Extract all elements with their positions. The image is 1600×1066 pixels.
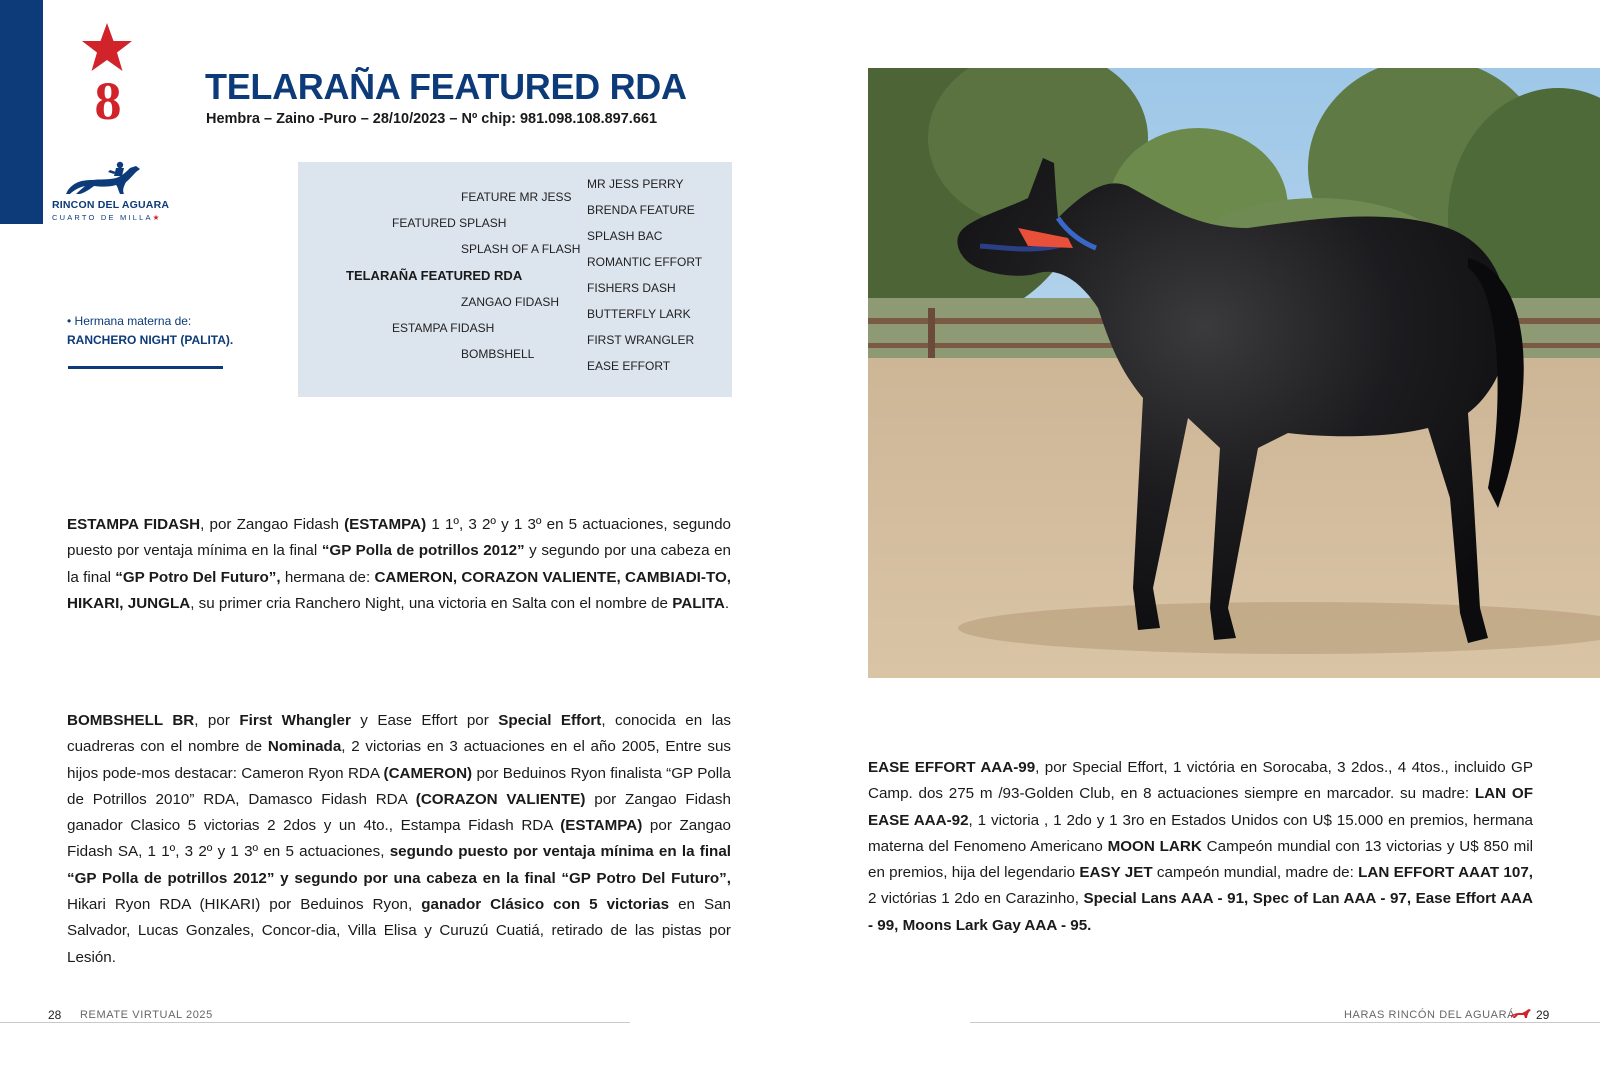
pedigree-dam: ESTAMPA FIDASH [392, 321, 495, 335]
sister-name: RANCHERO NIGHT (PALITA). [67, 333, 234, 347]
para2-text-run: ganador Clásico con 5 victorias [421, 896, 670, 914]
horse-rider-icon [64, 160, 152, 200]
para1-text-run: , por Zangao Fidash [200, 516, 345, 533]
third-dam-description-paragraph [868, 755, 1533, 939]
para1-text-run: ESTAMPA FIDASH [67, 516, 201, 533]
footer-right-text: HARAS RINCÓN DEL AGUARÁ [1344, 1009, 1516, 1021]
para2-text-run: por Zangao Fidash ganador Clasico 5 victorias 2 2dos y un 4to., Estampa Fidash RDA [67, 790, 731, 835]
page-number-right: 29 [1536, 1008, 1550, 1022]
footer-left-text: REMATE VIRTUAL 2025 [80, 1009, 213, 1021]
para2-text-run: Special Effort [498, 712, 602, 729]
para1-text-run: PALITA [672, 594, 725, 612]
pedigree-great-grandparent: ROMANTIC EFFORT [587, 255, 703, 269]
para2-text-run: segundo puesto por ventaja mínima en la final “GP Polla de potrillos 2012” y segundo por una cabeza en la final “GP Potro Del Futuro”, [67, 843, 732, 887]
horse-name-title: TELARAÑA FEATURED RDA [205, 66, 687, 107]
para3-text-run: MOON LARK [1107, 837, 1202, 855]
red-star-icon [80, 22, 134, 74]
pedigree-sire: FEATURED SPLASH [392, 216, 507, 230]
para1-text-run: hermana de: [280, 568, 375, 586]
para2-text-run: Hikari Ryon RDA (HIKARI) por Beduinos Ryon, [67, 896, 422, 914]
para3-text-run: , 1 victoria , 1 2do y 1 3ro en Estados Unidos con U$ 15.000 en premios, hermana materna del Fenomeno Americano [868, 811, 1533, 855]
para3-text-run: , por Special Effort, 1 victória en Sorocaba, 3 2dos., 4 4tos., incluido GP Camp. dos 275 m /93-Golden Club, en 8 actuaciones siempre en marcador. su madre: [868, 759, 1533, 803]
divider-rule [68, 366, 223, 369]
para2-text-run: (ESTAMPA) [560, 817, 643, 835]
footer-rule-left [0, 1022, 630, 1023]
blue-side-bar [0, 0, 43, 224]
para1-text-run: 1 1º, 3 2º y 1 3º en 5 actuaciones, segundo puesto por ventaja mínima en la final [67, 516, 732, 560]
para3-text-run: campeón mundial, madre de: [1152, 864, 1359, 882]
footer-rule-right [970, 1022, 1600, 1023]
pedigree-table [298, 162, 732, 397]
para1-text-run: , su primer cria Ranchero Night, una victoria en Salta con el nombre de [190, 594, 673, 612]
para3-text-run: 2 victórias 1 2do en Carazinho, [868, 890, 1084, 908]
ranch-logo [52, 158, 170, 226]
horse-icon [1510, 1008, 1532, 1020]
para2-text-run: , 2 victorias en 3 actuaciones en el año 2005, Entre sus hijos pode-mos destacar: Cameron Ryon RDA [67, 738, 731, 782]
para3-text-run: Special Lans AAA - 91, Spec of Lan AAA - 97, Ease Effort AAA - 99, Moons Lark Gay AAA - 95. [868, 890, 1533, 934]
para2-text-run: y Ease Effort por [350, 712, 499, 729]
para2-text-run: BOMBSHELL BR [67, 712, 195, 729]
pedigree-great-grandparent: FISHERS DASH [587, 281, 676, 295]
logo-name: RINCON DEL AGUARA [52, 199, 170, 211]
para1-text-run: “GP Potro Del Futuro”, [115, 568, 281, 586]
logo-subtitle: CUARTO DE MILLA★ [52, 213, 162, 222]
para1-text-run: y segundo por una cabeza en la final [67, 542, 732, 586]
para3-text-run: EASY JET [1079, 864, 1153, 882]
para3-text-run: LAN OF EASE AAA-92 [868, 785, 1533, 829]
pedigree-great-grandparent: BUTTERFLY LARK [587, 307, 691, 321]
pedigree-dam-dam: BOMBSHELL [461, 347, 535, 361]
dam-description-paragraph [67, 512, 731, 617]
pedigree-subject: TELARAÑA FEATURED RDA [346, 268, 523, 283]
pedigree-great-grandparent: BRENDA FEATURE [587, 203, 695, 217]
para2-text-run: , conocida en las cuadreras con el nombre de [67, 712, 731, 756]
para2-text-run: en San Salvador, Lucas Gonzales, Concor-dia, Villa Elisa y Curuzú Cuatiá, retirado de las pistas por Lesión. [67, 896, 731, 966]
pedigree-sire-sire: FEATURE MR JESS [461, 190, 572, 204]
para3-text-run: Campeón mundial con 13 victorias y U$ 850 mil en premios, hija del legendario [868, 837, 1533, 882]
pedigree-great-grandparent: FIRST WRANGLER [587, 333, 695, 347]
pedigree-great-grandparent: MR JESS PERRY [587, 177, 684, 191]
para3-text-run: EASE EFFORT AAA-99 [868, 759, 1036, 776]
page-number-left: 28 [48, 1008, 62, 1022]
para1-text-run: (ESTAMPA) [344, 516, 427, 533]
sister-label: • Hermana materna de: [67, 314, 192, 328]
para2-text-run: (CORAZON VALIENTE) [415, 790, 586, 808]
para2-text-run: , por [194, 712, 240, 729]
pedigree-sire-dam: SPLASH OF A FLASH [461, 242, 581, 256]
second-dam-description-paragraph [67, 708, 731, 971]
para1-text-run: “GP Polla de potrillos 2012” [321, 542, 525, 560]
para3-text-run: LAN EFFORT AAAT 107, [1358, 864, 1533, 882]
para2-text-run: por Zangao Fidash SA, 1 1º, 3 2º y 1 3º en 5 actuaciones, [67, 817, 731, 861]
pedigree-great-grandparent: SPLASH BAC [587, 229, 663, 243]
para2-text-run: Nominada [267, 738, 342, 756]
para1-text-run: CAMERON, CORAZON VALIENTE, CAMBIADI-TO, HIKARI, JUNGLA [67, 568, 731, 612]
pedigree-great-grandparent: EASE EFFORT [587, 359, 671, 373]
para2-text-run: (CAMERON) [383, 764, 473, 782]
small-star-icon: ★ [152, 213, 162, 222]
para2-text-run: First Whangler [239, 712, 351, 729]
horse-details: Hembra – Zaino -Puro – 28/10/2023 – Nº chip: 981.098.108.897.661 [206, 111, 658, 127]
para1-text-run: . [724, 594, 730, 612]
horse-photo [868, 68, 1600, 678]
pedigree-dam-sire: ZANGAO FIDASH [461, 295, 560, 309]
lot-number: 8 [94, 71, 122, 131]
para2-text-run: por Beduinos Ryon finalista “GP Polla de Potrillos 2010” RDA, Damasco Fidash RDA [67, 764, 731, 808]
